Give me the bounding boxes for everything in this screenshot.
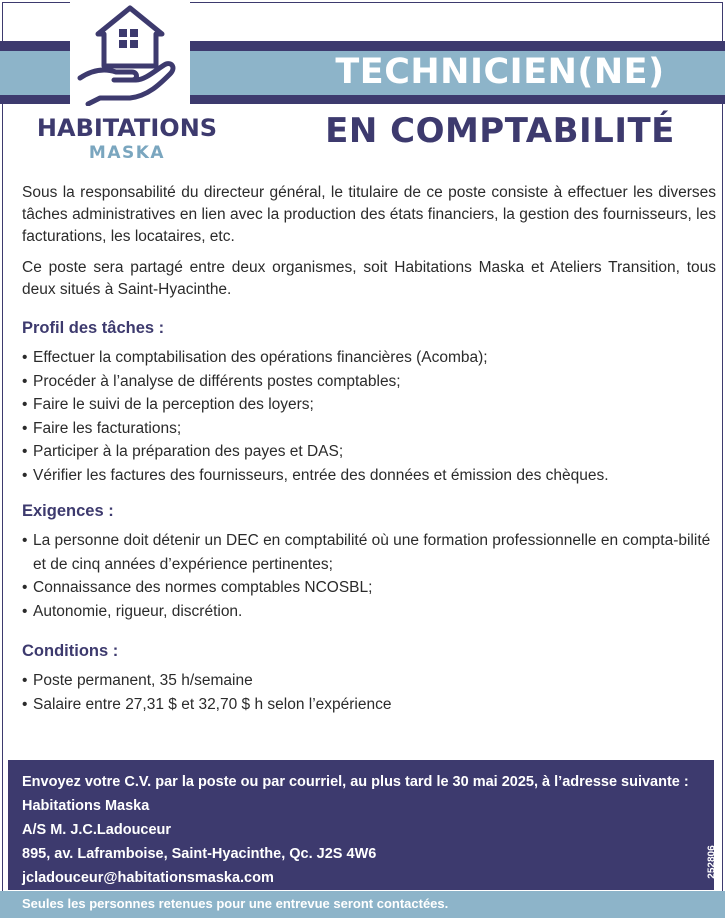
house-in-hand-icon (70, 2, 190, 106)
footer-band (0, 891, 725, 918)
bullet: • (22, 419, 28, 437)
contact-organization: Habitations Maska (22, 798, 150, 814)
bullet: • (22, 602, 28, 620)
section-heading-requirements: Exigences : (22, 502, 114, 520)
ad-reference-code: 252806 (706, 845, 718, 879)
footer-note: Seules les personnes retenues pour une entrevue seront contactées. (22, 896, 449, 911)
bullet: • (22, 532, 28, 549)
list-item: • Effectuer la comptabilisation des opérations financières (Acomba); (22, 346, 716, 370)
bullet: • (22, 396, 28, 413)
contact-person: A/S M. J.C.Ladouceur (22, 822, 172, 838)
list-item: • Procéder à l’analyse de différents postes comptables; (22, 370, 716, 394)
section-heading-conditions: Conditions : (22, 642, 119, 660)
list-item: • Vérifier les factures des fournisseurs, entrée des données et émission des chèques. (22, 464, 716, 488)
bullet: • (22, 372, 28, 390)
conditions-list (22, 669, 716, 716)
list-item: • Faire les facturations; (22, 417, 716, 441)
list-item: • Salaire entre 27,31 $ et 32,70 $ h selon l’expérience (22, 693, 716, 717)
intro-paragraph: Sous la responsabilité du directeur général, le titulaire de ce poste consiste à effectuer les diverses tâches administratives en lien avec la production des états financiers, la gestion des fournisseurs, les facturations, les locataires, etc. (22, 184, 716, 245)
task-list (22, 346, 716, 487)
list-item: • Poste permanent, 35 h/semaine (22, 669, 716, 693)
job-description (22, 182, 716, 716)
bullet: • (22, 695, 28, 713)
bullet: • (22, 579, 28, 596)
contact-email[interactable]: jcladouceur@habitationsmaska.com (22, 870, 274, 886)
application-instructions: Envoyez votre C.V. par la poste ou par courriel, au plus tard le 30 mai 2025, à l’adresse suivante : (22, 774, 689, 790)
list-item: • Participer à la préparation des payes et DAS; (22, 440, 716, 464)
bullet: • (22, 443, 28, 460)
brand-subname: MASKA (88, 143, 166, 163)
bullet: • (22, 349, 28, 366)
list-item: • Faire le suivi de la perception des loyers; (22, 393, 716, 417)
job-title-line2: EN COMPTABILITÉ (325, 111, 675, 151)
requirements-list (22, 529, 716, 623)
list-item: • Connaissance des normes comptables NCOSBL; (22, 576, 716, 600)
contact-address: 895, av. Laframboise, Saint-Hyacinthe, Qc. J2S 4W6 (22, 846, 377, 862)
brand-name: HABITATIONS (36, 114, 218, 142)
logo (70, 2, 190, 106)
job-title-line1: TECHNICIEN(NE) (335, 52, 665, 92)
list-item: • Autonomie, rigueur, discrétion. (22, 600, 716, 624)
section-heading-tasks: Profil des tâches : (22, 319, 165, 337)
bullet: • (22, 466, 28, 484)
application-contact-box (8, 760, 714, 890)
intro-paragraph: Ce poste sera partagé entre deux organismes, soit Habitations Maska et Ateliers Transition, tous deux situés à Saint-Hyacinthe. (22, 259, 716, 298)
list-item: • La personne doit détenir un DEC en comptabilité où une formation professionnelle en compta-bilité et de cinq années d’expérience pertinentes; (22, 529, 716, 576)
bullet: • (22, 672, 28, 689)
